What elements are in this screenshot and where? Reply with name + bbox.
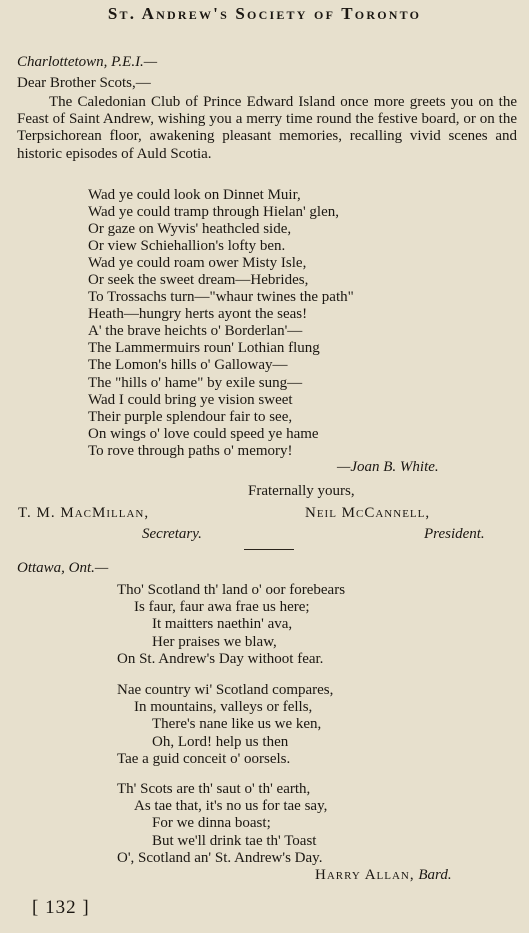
poem-line: Or view Schiehallion's lofty ben.: [88, 238, 286, 255]
poem-line: Th' Scots are th' saut o' th' earth,: [117, 781, 311, 797]
poem-line: Or seek the sweet dream—Hebrides,: [88, 272, 309, 289]
poem-author: —Joan B. White.: [337, 459, 439, 475]
poem-stanza: [117, 781, 327, 867]
poem-line: O', Scotland an' St. Andrew's Day.: [117, 849, 323, 866]
poem-line: There's nane like us we ken,: [152, 716, 322, 733]
bard-name: Harry Allan,: [315, 867, 415, 883]
poem-line: For we dinna boast;: [152, 815, 271, 832]
poem-line: Wad ye could look on Dinnet Muir,: [88, 187, 301, 203]
letter1-body: The Caledonian Club of Prince Edward Island once more greets you on the Feast of Saint Andrew, wishing you a merry time round the festive board, or on the Terpsichorean floor, awakening pleasant memories, recalling vivid scenes and historic episodes of Auld Scotia.: [17, 94, 517, 162]
poem-line: The Lammermuirs roun' Lothian flung: [88, 340, 320, 357]
poem-line: The "hills o' hame" by exile sung—: [88, 374, 303, 391]
poem-line: Their purple splendour fair to see,: [88, 408, 293, 425]
poem-line: To rove through paths o' memory!: [88, 442, 293, 459]
letter2-place: Ottawa, Ont.—: [17, 560, 109, 576]
poem-line: Her praises we blaw,: [152, 633, 277, 650]
poem-stanza: [117, 682, 333, 768]
letter1-place: Charlottetown, P.E.I.—: [17, 54, 158, 70]
letter1-closing: Fraternally yours,: [248, 483, 355, 499]
poem-line: Nae country wi' Scotland compares,: [117, 682, 334, 698]
poem-line: Wad I could bring ye vision sweet: [88, 391, 293, 408]
poem-line: Tho' Scotland th' land o' oor forebears: [117, 582, 346, 598]
page-number: [ 132 ]: [32, 897, 90, 918]
poem-line: Or gaze on Wyvis' heathcled side,: [88, 221, 292, 238]
poem-line: Wad ye could roam ower Misty Isle,: [88, 255, 307, 272]
poem-stanza: [117, 582, 345, 668]
signer-secretary-name: T. M. MacMillan,: [18, 505, 150, 521]
letter1-poem: [88, 187, 354, 460]
poem-line: Oh, Lord! help us then: [152, 733, 289, 750]
poem-line: As tae that, it's no us for tae say,: [134, 798, 328, 815]
poem-line: On wings o' love could speed ye hame: [88, 425, 319, 442]
poem-line: A' the brave heichts o' Borderlan'—: [88, 323, 303, 340]
poem-line: To Trossachs turn—"whaur twines the path": [88, 289, 354, 306]
poem-line: Heath—hungry herts ayont the seas!: [88, 306, 308, 323]
signer-president-title: President.: [424, 526, 485, 542]
poem-line: The Lomon's hills o' Galloway—: [88, 357, 288, 374]
letter1-salutation: Dear Brother Scots,—: [17, 75, 151, 91]
bard-signature: [315, 867, 452, 884]
poem-line: On St. Andrew's Day withoot fear.: [117, 650, 324, 667]
poem-line: Is faur, faur awa frae us here;: [134, 599, 310, 616]
signer-president-name: Neil McCannell,: [305, 505, 431, 521]
page-header: St. Andrew's Society of Toronto: [107, 4, 422, 23]
poem-line: It maitters naethin' ava,: [152, 616, 293, 633]
poem-line: In mountains, valleys or fells,: [134, 699, 313, 716]
poem-line: But we'll drink tae th' Toast: [152, 832, 317, 849]
poem-line: Tae a guid conceit o' oorsels.: [117, 750, 291, 767]
bard-title: Bard.: [418, 867, 452, 883]
signer-secretary-title: Secretary.: [142, 526, 202, 542]
section-divider: [244, 549, 294, 550]
poem-line: Wad ye could tramp through Hielan' glen,: [88, 204, 340, 221]
